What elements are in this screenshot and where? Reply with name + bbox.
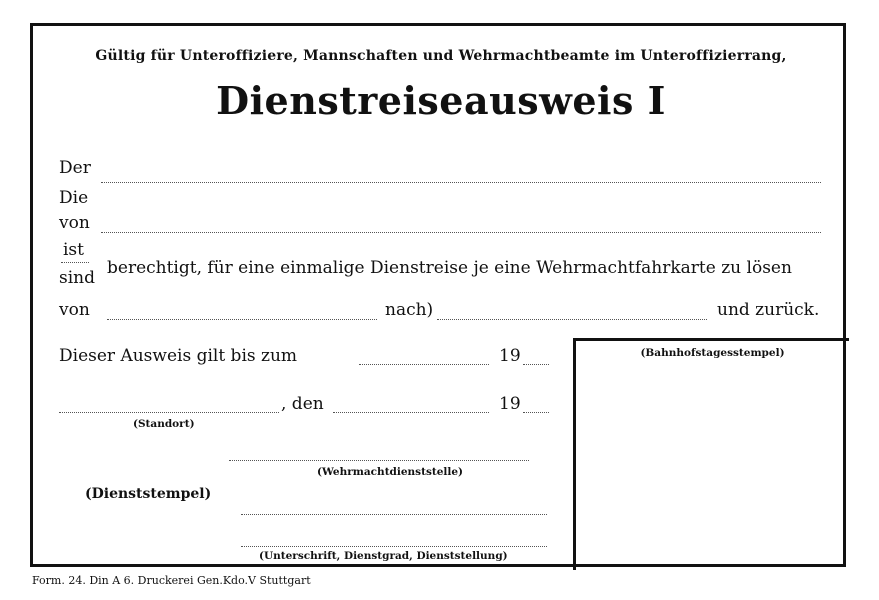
- label-sind: sind: [59, 268, 95, 288]
- line-standort[interactable]: [59, 412, 279, 413]
- year-prefix-2: 19: [499, 394, 521, 414]
- line-signature[interactable]: [241, 546, 547, 547]
- ist-divider: [61, 262, 89, 263]
- label-dienststempel: (Dienststempel): [85, 486, 212, 502]
- line-von-ort[interactable]: [107, 319, 377, 320]
- line-nach-ort[interactable]: [437, 319, 707, 320]
- label-nach: nach): [385, 300, 434, 320]
- stamp-box[interactable]: [573, 338, 849, 570]
- label-den: , den: [281, 394, 324, 414]
- header-validity-note: Gültig für Unteroffiziere, Mannschaften und Wehrmachtbeamte im Unteroffizierrang,: [95, 48, 787, 64]
- berechtigt-text: berechtigt, für eine einmalige Dienstreise je eine Wehrmachtfahrkarte zu lösen: [107, 258, 792, 278]
- line-gilt-bis-datum[interactable]: [359, 364, 489, 365]
- line-year-2[interactable]: [523, 412, 549, 413]
- label-ist: ist: [63, 240, 84, 260]
- line-signature-upper[interactable]: [241, 514, 547, 515]
- label-der: Der: [59, 158, 91, 178]
- line-year-1[interactable]: [523, 364, 549, 365]
- footer-print-info: Form. 24. Din A 6. Druckerei Gen.Kdo.V Stuttgart: [32, 574, 311, 587]
- line-der[interactable]: [101, 182, 821, 183]
- label-standort: (Standort): [133, 418, 195, 430]
- label-von: von: [59, 213, 90, 233]
- line-von[interactable]: [101, 232, 821, 233]
- line-wehrmachtdienststelle[interactable]: [229, 460, 529, 461]
- label-wehrmachtdienststelle: (Wehrmachtdienststelle): [317, 466, 464, 478]
- label-und-zurueck: und zurück.: [717, 300, 820, 320]
- form-title: Dienstreiseausweis I: [216, 78, 666, 123]
- label-die: Die: [59, 188, 89, 208]
- line-den-datum[interactable]: [333, 412, 489, 413]
- label-von-2: von: [59, 300, 90, 320]
- label-unterschrift: (Unterschrift, Dienstgrad, Dienststellung): [259, 550, 508, 562]
- label-bahnhofstagesstempel: (Bahnhofstagesstempel): [640, 347, 785, 359]
- year-prefix-1: 19: [499, 346, 521, 366]
- label-gilt-bis: Dieser Ausweis gilt bis zum: [59, 346, 298, 366]
- form-frame: [30, 23, 846, 567]
